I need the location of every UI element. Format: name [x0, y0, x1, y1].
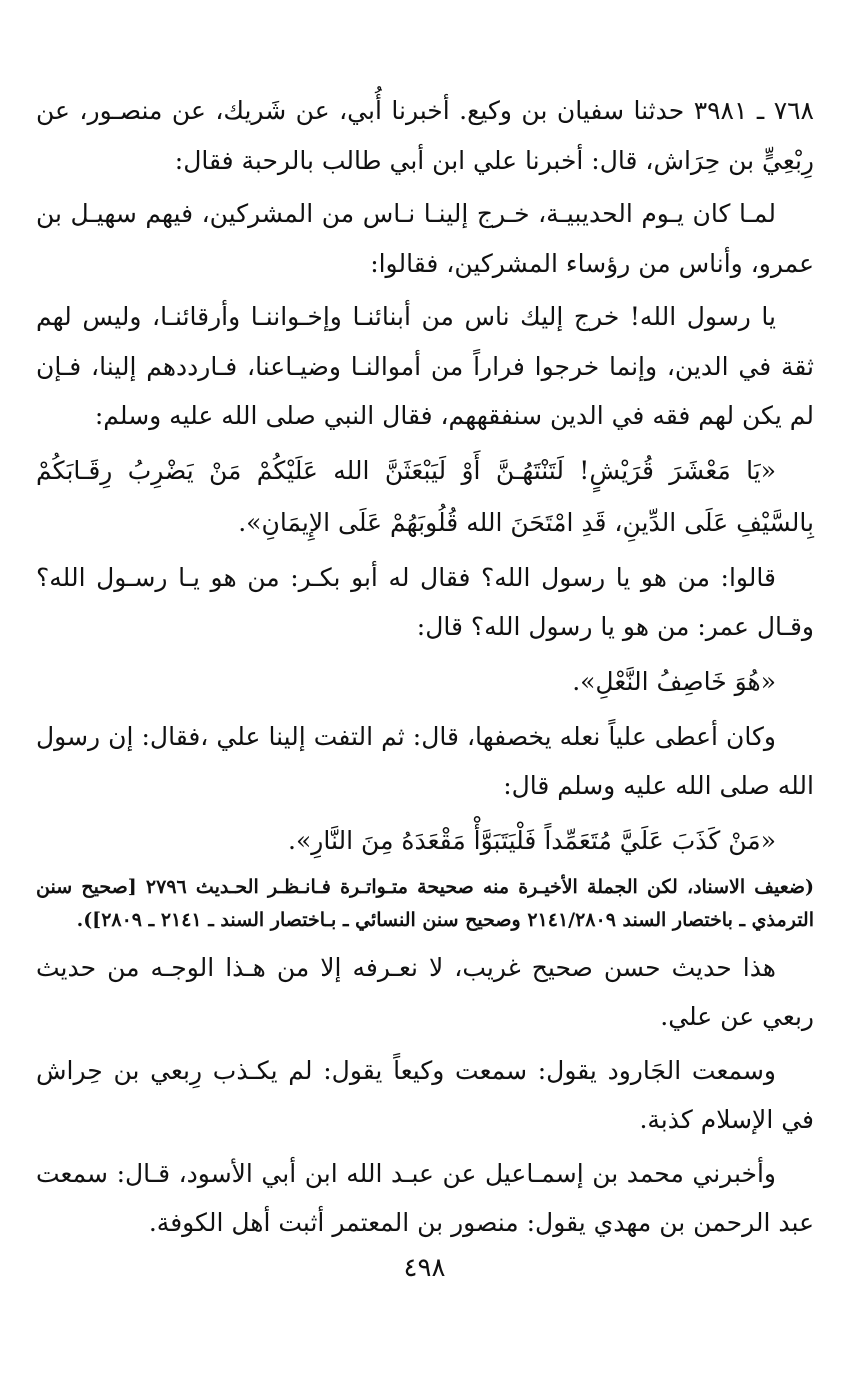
commentary-paragraph: وسمعت الجَارود يقول: سمعت وكيعاً يقول: لم يكـذب رِبعي بن حِراش في الإسلام كذبة. [36, 1055, 814, 1134]
prophetic-saying: «مَنْ كَذَبَ عَلَيَّ مُتَعَمِّداً فَلْيَتَبَوَّأْ مَقْعَدَهُ مِنَ النَّارِ». [288, 825, 776, 855]
commentary-paragraph: هذا حديث حسن صحيح غريب، لا نعـرفه إلا من هـذا الوجـه من حديث ربعي عن علي. [36, 952, 814, 1031]
page-number: ٤٩٨ [403, 1253, 446, 1283]
narration-paragraph: قالوا: من هو يا رسول الله؟ فقال له أبو بكـر: من هو يـا رسـول الله؟ وقـال عمر: من هو يا رسول الله؟ قال: [36, 562, 814, 641]
narration-paragraph: يا رسول الله! خرج إليك ناس من أبنائنـا وإخـواننـا وأرقائنـا، وليس لهم ثقة في الدين، وإنما خرجوا فراراً من أموالنـا وضيـاعنا، فـارددهم إلينا، فـإن لم يكن لهم فقه في الدين سنفقههم، فقال النبي صلى الله عليه وسلم: [36, 302, 814, 430]
hadith-isnad-paragraph: ٧٦٨ ـ ٣٩٨١ حدثنا سفيان بن وكيع. أخبرنا أُبي، عن شَريك، عن منصـور، عن رِبْعِيٍّ بن حِرَاش، قال: أخبرنا علي ابن أبي طالب بالرحبة فقال: [36, 96, 814, 175]
narration-paragraph: وكان أعطى علياً نعله يخصفها، قال: ثم التفت إلينا علي ،فقال: إن رسول الله صلى الله عليه وسلم قال: [36, 721, 814, 800]
prophetic-saying: «هُوَ خَاصِفُ النَّعْلِ». [572, 666, 776, 696]
commentary-paragraph: وأخبرني محمد بن إسمـاعيل عن عبـد الله ابن أبي الأسود، قـال: سمعت عبد الرحمن بن مهدي يقول: منصور بن المعتمر أثبت أهل الكوفة. [36, 1158, 814, 1237]
grading-note: (ضعيف الاسناد، لكن الجملة الأخيـرة منه صحيحة متـواتـرة فـانـظـر الحـديث ٢٧٩٦ [صحيح سنن الترمذي ـ باختصار السند ٢١٤١/٢٨٠٩ وصحيح سنن النسائي ـ بـاختصار السند ـ ٢١٤١ ـ ٢٨٠٩]). [36, 875, 814, 931]
narration-paragraph: لمـا كان يـوم الحديبيـة، خـرج إلينـا نـاس من المشركين، فيهم سهيـل بن عمرو، وأناس من رؤساء المشركين، فقالوا: [36, 199, 814, 278]
page-body [36, 86, 814, 1252]
prophetic-saying: «يَا مَعْشَرَ قُرَيْشٍ! لَتَنْتَهُـنَّ أَوْ لَيَبْعَثَنَّ الله عَلَيْكُمْ مَنْ يَضْرِبُ رِقَـابَكُمْ بِالسَّيْفِ عَلَى الدِّينِ، قَدِ امْتَحَنَ الله قُلُوبَهُمْ عَلَى الإِيمَانِ». [36, 455, 814, 537]
